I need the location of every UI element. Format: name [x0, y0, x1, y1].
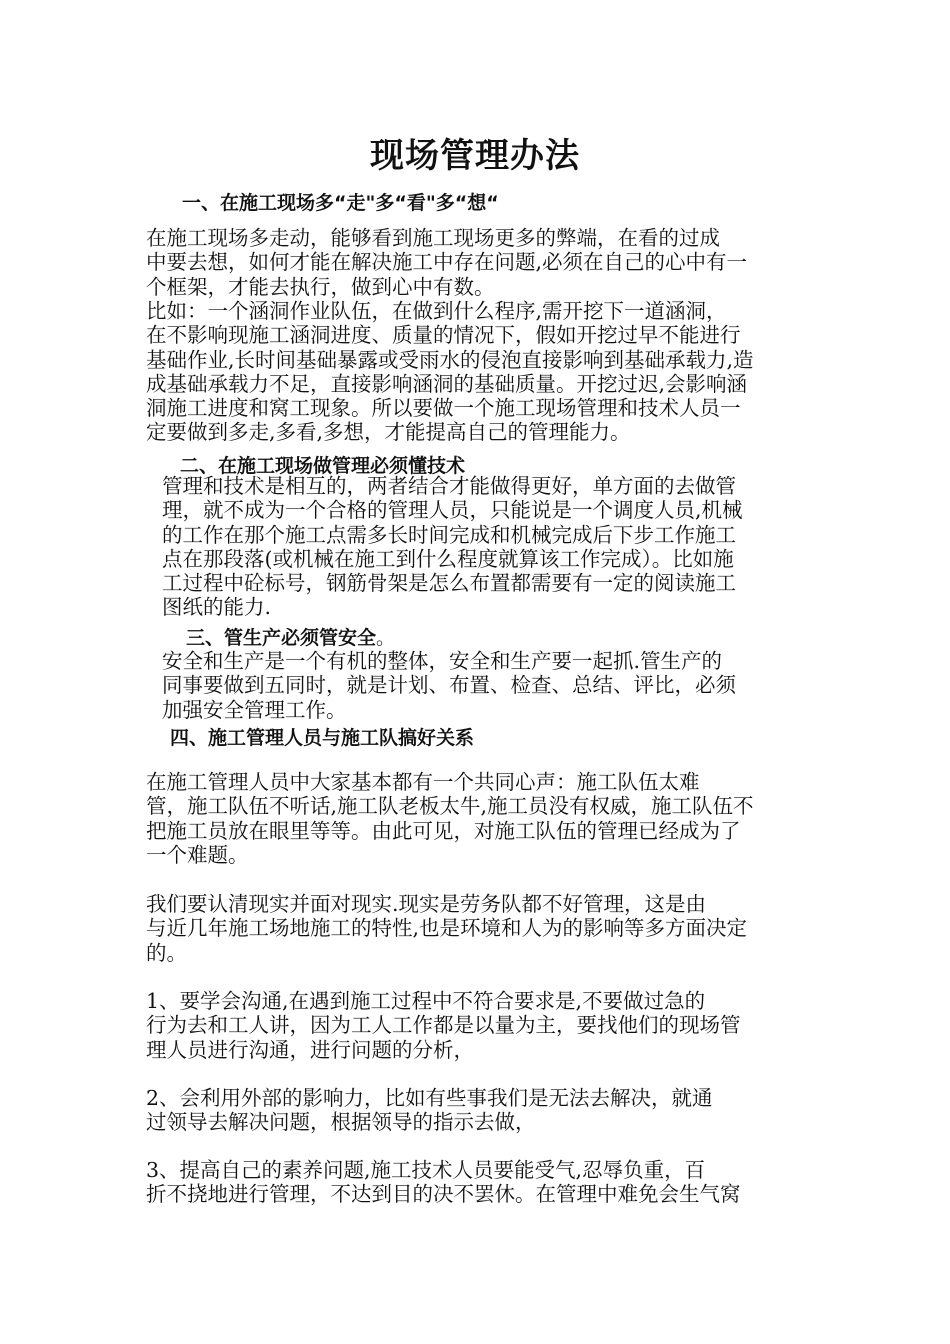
- paragraph-line: 同事要做到五同时，就是计划、布置、检查、总结、评比，必须: [162, 673, 736, 698]
- paragraph-line: 行为去和工人讲，因为工人工作都是以量为主，要找他们的现场管: [146, 1013, 741, 1038]
- paragraph-line: 我们要认清现实并面对现实.现实是劳务队都不好管理，这是由: [146, 892, 707, 916]
- paragraph-4: [162, 649, 804, 722]
- paragraph-2: [146, 299, 804, 445]
- paragraph-line: 理人员进行沟通，进行问题的分析，: [146, 1037, 474, 1062]
- paragraph-8: [146, 1086, 804, 1135]
- paragraph-line: 的工作在那个施工点需多长时间完成和机械完成后下步工作施工: [162, 522, 736, 547]
- paragraph-line: 成基础承载力不足，直接影响涵洞的基础质量。开挖过迟,会影响涵: [146, 371, 748, 396]
- document-title: 现场管理办法: [370, 136, 580, 176]
- paragraph-6: [146, 892, 804, 965]
- paragraph-line: 1、要学会沟通,在遇到施工过程中不符合要求是,不要做过急的: [146, 989, 706, 1013]
- paragraph-line: 点在那段落(或机械在施工到什么程度就算该工作完成）。比如施: [162, 546, 734, 571]
- paragraph-line: 把施工员放在眼里等等。由此可见，对施工队伍的管理已经成为了: [146, 818, 741, 843]
- paragraph-line: 与近几年施工场地施工的特性,也是环境和人为的影响等多方面决定: [146, 916, 748, 941]
- paragraph-line: 定要做到多走,多看,多想，才能提高自己的管理能力。: [146, 420, 631, 445]
- section-heading-1: 一、在施工现场多“走"多“看"多“想“: [182, 192, 499, 214]
- paragraph-line: 的。: [146, 940, 187, 965]
- paragraph-line: 折不挠地进行管理，不达到目的决不罢休。在管理中难免会生气窝: [146, 1182, 741, 1207]
- section-heading-2: 二、在施工现场做管理必须懂技术: [180, 455, 466, 477]
- section-heading-3-text: 三、管生产必须管安全: [186, 627, 377, 649]
- paragraph-line: 中要去想，如何才能在解决施工中存在问题,必须在自己的心中有一: [146, 250, 748, 275]
- paragraph-line: 加强安全管理工作。: [162, 697, 347, 722]
- paragraph-line: 基础作业,长时间基础暴露或受雨水的侵泡直接影响到基础承载力,造: [146, 347, 754, 372]
- paragraph-line: 2、会利用外部的影响力，比如有些事我们是无法去解决，就通: [146, 1086, 713, 1110]
- paragraph-line: 比如：一个涵洞作业队伍，在做到什么程序,需开挖下一道涵洞，: [146, 299, 727, 323]
- paragraph-line: 个框架，才能去执行，做到心中有数。: [146, 274, 495, 299]
- paragraph-line: 在施工管理人员中大家基本都有一个共同心声：施工队伍太难: [146, 770, 700, 794]
- paragraph-line: 在不影响现施工涵洞进度、质量的情况下，假如开挖过早不能进行: [146, 323, 741, 348]
- paragraph-line: 管理和技术是相互的，两者结合才能做得更好，单方面的去做管: [162, 474, 736, 498]
- section-heading-3-tail: 。: [376, 627, 396, 649]
- paragraph-1: [146, 226, 804, 299]
- paragraph-9: [146, 1158, 804, 1207]
- paragraph-line: 管，施工队伍不听话,施工队老板太牛,施工员没有权威，施工队伍不: [146, 794, 754, 819]
- paragraph-line: 安全和生产是一个有机的整体，安全和生产要一起抓.管生产的: [162, 649, 723, 673]
- paragraph-line: 过领导去解决问题，根据领导的指示去做，: [146, 1110, 536, 1135]
- paragraph-7: [146, 989, 804, 1062]
- paragraph-line: 一个难题。: [146, 842, 249, 867]
- paragraph-line: 在施工现场多走动，能够看到施工现场更多的弊端，在看的过成: [146, 226, 720, 250]
- paragraph-3: [162, 474, 804, 620]
- paragraph-5: [146, 770, 804, 867]
- paragraph-line: 工过程中砼标号，钢筋骨架是怎么布置都需要有一定的阅读施工: [162, 571, 736, 596]
- paragraph-line: 3、提高自己的素养问题,施工技术人员要能受气,忍辱负重，百: [146, 1158, 706, 1182]
- paragraph-line: 理，就不成为一个合格的管理人员，只能说是一个调度人员,机械: [162, 498, 743, 523]
- paragraph-line: 图纸的能力.: [162, 595, 272, 620]
- paragraph-line: 洞施工进度和窝工现象。所以要做一个施工现场管理和技术人员一: [146, 396, 741, 421]
- section-heading-4: 四、施工管理人员与施工队搞好关系: [170, 727, 475, 749]
- section-heading-3: [186, 623, 395, 650]
